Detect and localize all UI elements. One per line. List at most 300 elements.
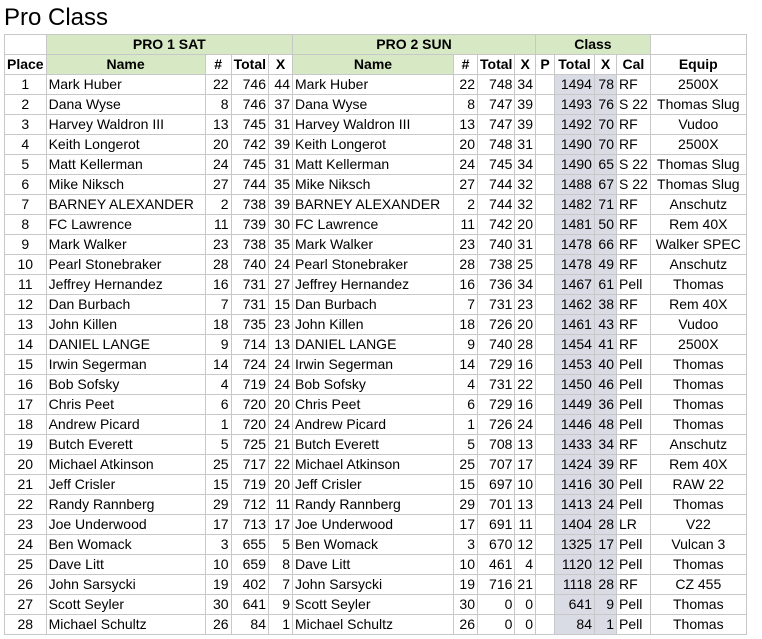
class-total-cell[interactable]: 1325 [554, 535, 594, 555]
pro2-total-cell[interactable]: 744 [478, 195, 515, 215]
p-cell[interactable] [535, 495, 554, 515]
corner-cell[interactable] [5, 35, 47, 55]
pro1-name-cell[interactable]: Irwin Segerman [46, 355, 205, 375]
cal-cell[interactable]: RF [616, 115, 650, 135]
pro2-name-cell[interactable]: FC Lawrence [293, 215, 454, 235]
place-cell[interactable]: 17 [5, 395, 47, 415]
pro1-number-cell[interactable]: 20 [205, 135, 231, 155]
pro1-name-cell[interactable]: Bob Sofsky [46, 375, 205, 395]
class-x-cell[interactable]: 40 [594, 355, 616, 375]
pro1-total-cell[interactable]: 738 [231, 195, 268, 215]
pro1-x-cell[interactable]: 20 [269, 395, 293, 415]
pro1-total-cell[interactable]: 740 [231, 255, 268, 275]
place-header[interactable]: Place [5, 55, 47, 75]
pro2-name-cell[interactable]: BARNEY ALEXANDER [293, 195, 454, 215]
pro1-total-cell[interactable]: 720 [231, 415, 268, 435]
class-x-cell[interactable]: 28 [594, 575, 616, 595]
pro2-total-cell[interactable]: 707 [478, 455, 515, 475]
p-cell[interactable] [535, 435, 554, 455]
place-cell[interactable]: 27 [5, 595, 47, 615]
pro1-x-cell[interactable]: 20 [269, 475, 293, 495]
pro2-name-cell[interactable]: DANIEL LANGE [293, 335, 454, 355]
class-total-cell[interactable]: 1404 [554, 515, 594, 535]
cal-cell[interactable]: RF [616, 295, 650, 315]
equip-cell[interactable]: Vudoo [650, 315, 746, 335]
class-x-cell[interactable]: 28 [594, 515, 616, 535]
place-cell[interactable]: 10 [5, 255, 47, 275]
cal-cell[interactable]: RF [616, 135, 650, 155]
equip-cell[interactable]: Walker SPEC [650, 235, 746, 255]
class-x-cell[interactable]: 46 [594, 375, 616, 395]
place-cell[interactable]: 19 [5, 435, 47, 455]
equip-cell[interactable]: Thomas [650, 555, 746, 575]
pro1-number-cell[interactable]: 4 [205, 375, 231, 395]
pro1-number-cell[interactable]: 1 [205, 415, 231, 435]
pro2-number-cell[interactable]: 19 [454, 575, 478, 595]
pro1-number-cell[interactable]: 2 [205, 195, 231, 215]
pro2-number-cell[interactable]: 4 [454, 375, 478, 395]
equip-cell[interactable]: Thomas [650, 495, 746, 515]
sheet-title[interactable]: Pro Class [4, 4, 109, 31]
pro1-name-cell[interactable]: Randy Rannberg [46, 495, 205, 515]
class-total-cell[interactable]: 1424 [554, 455, 594, 475]
pro2-name-cell[interactable]: Scott Seyler [293, 595, 454, 615]
pro1-number-cell[interactable]: 5 [205, 435, 231, 455]
cal-cell[interactable]: Pell [616, 535, 650, 555]
class-x-cell[interactable]: 50 [594, 215, 616, 235]
cal-cell[interactable]: Pell [616, 375, 650, 395]
pro1-number-cell[interactable]: 9 [205, 335, 231, 355]
pro1-total-cell[interactable]: 717 [231, 455, 268, 475]
place-cell[interactable]: 11 [5, 275, 47, 295]
class-x-cell[interactable]: 30 [594, 475, 616, 495]
p-cell[interactable] [535, 255, 554, 275]
p-cell[interactable] [535, 215, 554, 235]
pro1-number-cell[interactable]: 3 [205, 535, 231, 555]
pro1-name-cell[interactable]: Joe Underwood [46, 515, 205, 535]
pro2-x-cell[interactable]: 39 [515, 95, 536, 115]
pro2-total-cell[interactable]: 461 [478, 555, 515, 575]
pro1-total-cell[interactable]: 713 [231, 515, 268, 535]
class-x-cell[interactable]: 61 [594, 275, 616, 295]
class-total-cell[interactable]: 1461 [554, 315, 594, 335]
place-cell[interactable]: 15 [5, 355, 47, 375]
equip-cell[interactable]: Vulcan 3 [650, 535, 746, 555]
pro2-x-cell[interactable]: 13 [515, 495, 536, 515]
pro2-name-cell[interactable]: Butch Everett [293, 435, 454, 455]
pro1-total-cell[interactable]: 659 [231, 555, 268, 575]
cal-cell[interactable]: LR [616, 515, 650, 535]
pro1-total-header[interactable]: Total [231, 55, 268, 75]
pro2-number-cell[interactable]: 27 [454, 175, 478, 195]
pro2-number-cell[interactable]: 3 [454, 535, 478, 555]
p-cell[interactable] [535, 75, 554, 95]
pro2-name-cell[interactable]: Keith Longerot [293, 135, 454, 155]
p-cell[interactable] [535, 295, 554, 315]
class-total-cell[interactable]: 1453 [554, 355, 594, 375]
pro2-x-cell[interactable]: 16 [515, 355, 536, 375]
pro2-total-cell[interactable]: 708 [478, 435, 515, 455]
pro1-x-cell[interactable]: 17 [269, 515, 293, 535]
p-cell[interactable] [535, 275, 554, 295]
class-x-cell[interactable]: 78 [594, 75, 616, 95]
cal-header[interactable]: Cal [616, 55, 650, 75]
pro1-name-cell[interactable]: Chris Peet [46, 395, 205, 415]
pro1-name-header[interactable]: Name [46, 55, 205, 75]
pro1-x-cell[interactable]: 35 [269, 235, 293, 255]
pro1-name-cell[interactable]: Michael Schultz [46, 615, 205, 635]
class-x-cell[interactable]: 70 [594, 115, 616, 135]
pro2-total-cell[interactable]: 729 [478, 395, 515, 415]
class-x-cell[interactable]: 34 [594, 435, 616, 455]
p-cell[interactable] [535, 155, 554, 175]
class-x-cell[interactable]: 49 [594, 255, 616, 275]
pro2-number-cell[interactable]: 8 [454, 95, 478, 115]
pro2-total-cell[interactable]: 745 [478, 155, 515, 175]
pro2-total-cell[interactable]: 736 [478, 275, 515, 295]
place-cell[interactable]: 3 [5, 115, 47, 135]
pro2-x-cell[interactable]: 31 [515, 235, 536, 255]
class-x-cell[interactable]: 9 [594, 595, 616, 615]
pro2-name-header[interactable]: Name [293, 55, 454, 75]
p-cell[interactable] [535, 335, 554, 355]
class-total-cell[interactable]: 1493 [554, 95, 594, 115]
pro1-number-cell[interactable]: 25 [205, 455, 231, 475]
place-cell[interactable]: 18 [5, 415, 47, 435]
equip-cell[interactable]: 2500X [650, 335, 746, 355]
pro2-x-cell[interactable]: 20 [515, 215, 536, 235]
pro1-number-cell[interactable]: 14 [205, 355, 231, 375]
class-total-cell[interactable]: 1446 [554, 415, 594, 435]
pro1-total-cell[interactable]: 731 [231, 275, 268, 295]
p-cell[interactable] [535, 235, 554, 255]
equip-cell[interactable]: Thomas Slug [650, 155, 746, 175]
pro2-group-header[interactable]: PRO 2 SUN [293, 35, 536, 55]
pro2-x-cell[interactable]: 0 [515, 615, 536, 635]
pro1-x-cell[interactable]: 31 [269, 115, 293, 135]
pro2-name-cell[interactable]: Ben Womack [293, 535, 454, 555]
pro1-x-cell[interactable]: 11 [269, 495, 293, 515]
pro1-x-cell[interactable]: 24 [269, 355, 293, 375]
pro2-total-cell[interactable]: 716 [478, 575, 515, 595]
class-total-cell[interactable]: 1482 [554, 195, 594, 215]
pro2-x-cell[interactable]: 25 [515, 255, 536, 275]
p-cell[interactable] [535, 395, 554, 415]
pro2-number-cell[interactable]: 11 [454, 215, 478, 235]
equip-cell[interactable]: Thomas Slug [650, 95, 746, 115]
pro2-total-cell[interactable]: 729 [478, 355, 515, 375]
p-cell[interactable] [535, 455, 554, 475]
equip-cell[interactable]: Thomas [650, 595, 746, 615]
pro2-x-cell[interactable]: 32 [515, 195, 536, 215]
pro2-name-cell[interactable]: Matt Kellerman [293, 155, 454, 175]
cal-cell[interactable]: RF [616, 255, 650, 275]
equip-cell[interactable]: Thomas [650, 375, 746, 395]
pro1-name-cell[interactable]: BARNEY ALEXANDER [46, 195, 205, 215]
pro2-number-cell[interactable]: 10 [454, 555, 478, 575]
pro2-number-cell[interactable]: 28 [454, 255, 478, 275]
pro2-total-header[interactable]: Total [478, 55, 515, 75]
place-cell[interactable]: 28 [5, 615, 47, 635]
class-total-cell[interactable]: 1490 [554, 135, 594, 155]
pro2-x-cell[interactable]: 21 [515, 575, 536, 595]
class-total-cell[interactable]: 1433 [554, 435, 594, 455]
equip-cell[interactable]: Thomas [650, 275, 746, 295]
place-cell[interactable]: 26 [5, 575, 47, 595]
equip-cell[interactable]: RAW 22 [650, 475, 746, 495]
pro1-total-cell[interactable]: 745 [231, 115, 268, 135]
pro2-name-cell[interactable]: Dan Burbach [293, 295, 454, 315]
class-x-cell[interactable]: 41 [594, 335, 616, 355]
pro2-name-cell[interactable]: Randy Rannberg [293, 495, 454, 515]
p-cell[interactable] [535, 95, 554, 115]
equip-cell[interactable]: Anschutz [650, 255, 746, 275]
pro2-name-cell[interactable]: Mark Walker [293, 235, 454, 255]
pro2-number-cell[interactable]: 20 [454, 135, 478, 155]
pro2-total-cell[interactable]: 742 [478, 215, 515, 235]
class-x-cell[interactable]: 38 [594, 295, 616, 315]
class-total-cell[interactable]: 1478 [554, 235, 594, 255]
equip-cell[interactable]: Thomas [650, 415, 746, 435]
pro2-name-cell[interactable]: Jeff Crisler [293, 475, 454, 495]
class-x-cell[interactable]: 71 [594, 195, 616, 215]
pro2-number-cell[interactable]: 22 [454, 75, 478, 95]
pro2-total-cell[interactable]: 726 [478, 315, 515, 335]
pro2-total-cell[interactable]: 738 [478, 255, 515, 275]
pro2-x-cell[interactable]: 16 [515, 395, 536, 415]
pro2-number-cell[interactable]: 5 [454, 435, 478, 455]
cal-cell[interactable]: RF [616, 455, 650, 475]
pro2-x-cell[interactable]: 20 [515, 315, 536, 335]
pro1-number-cell[interactable]: 15 [205, 475, 231, 495]
pro1-number-cell[interactable]: 27 [205, 175, 231, 195]
pro2-x-cell[interactable]: 17 [515, 455, 536, 475]
pro2-total-cell[interactable]: 748 [478, 135, 515, 155]
pro1-number-cell[interactable]: 10 [205, 555, 231, 575]
pro2-name-cell[interactable]: Andrew Picard [293, 415, 454, 435]
pro2-number-cell[interactable]: 9 [454, 335, 478, 355]
pro1-total-cell[interactable]: 746 [231, 75, 268, 95]
p-cell[interactable] [535, 515, 554, 535]
cal-cell[interactable]: RF [616, 235, 650, 255]
pro2-x-cell[interactable]: 28 [515, 335, 536, 355]
place-cell[interactable]: 5 [5, 155, 47, 175]
pro2-number-cell[interactable]: 16 [454, 275, 478, 295]
pro2-number-cell[interactable]: 13 [454, 115, 478, 135]
pro1-number-cell[interactable]: 18 [205, 315, 231, 335]
pro1-x-cell[interactable]: 37 [269, 95, 293, 115]
pro2-x-cell[interactable]: 0 [515, 595, 536, 615]
pro1-x-header[interactable]: X [269, 55, 293, 75]
equip-cell[interactable]: Thomas Slug [650, 175, 746, 195]
pro1-name-cell[interactable]: Matt Kellerman [46, 155, 205, 175]
place-cell[interactable]: 9 [5, 235, 47, 255]
pro1-x-cell[interactable]: 30 [269, 215, 293, 235]
p-cell[interactable] [535, 375, 554, 395]
pro1-number-cell[interactable]: 30 [205, 595, 231, 615]
pro2-number-cell[interactable]: 17 [454, 515, 478, 535]
pro2-total-cell[interactable]: 747 [478, 115, 515, 135]
pro2-number-cell[interactable]: 2 [454, 195, 478, 215]
pro2-number-cell[interactable]: 23 [454, 235, 478, 255]
class-x-cell[interactable]: 70 [594, 135, 616, 155]
pro2-name-cell[interactable]: Jeffrey Hernandez [293, 275, 454, 295]
pro1-x-cell[interactable]: 9 [269, 595, 293, 615]
pro2-x-cell[interactable]: 12 [515, 535, 536, 555]
pro2-number-cell[interactable]: 1 [454, 415, 478, 435]
p-cell[interactable] [535, 175, 554, 195]
pro1-total-cell[interactable]: 712 [231, 495, 268, 515]
pro2-total-cell[interactable]: 731 [478, 375, 515, 395]
pro2-name-cell[interactable]: Mike Niksch [293, 175, 454, 195]
pro1-name-cell[interactable]: Mark Walker [46, 235, 205, 255]
pro1-total-cell[interactable]: 746 [231, 95, 268, 115]
pro2-total-cell[interactable]: 701 [478, 495, 515, 515]
pro1-x-cell[interactable]: 24 [269, 415, 293, 435]
pro1-number-cell[interactable]: 19 [205, 575, 231, 595]
pro1-name-cell[interactable]: Andrew Picard [46, 415, 205, 435]
pro1-number-cell[interactable]: 8 [205, 95, 231, 115]
pro2-name-cell[interactable]: Dana Wyse [293, 95, 454, 115]
pro1-x-cell[interactable]: 44 [269, 75, 293, 95]
pro1-total-cell[interactable]: 738 [231, 235, 268, 255]
pro1-x-cell[interactable]: 31 [269, 155, 293, 175]
p-cell[interactable] [535, 195, 554, 215]
pro2-number-header[interactable]: # [454, 55, 478, 75]
class-x-cell[interactable]: 36 [594, 395, 616, 415]
pro2-number-cell[interactable]: 15 [454, 475, 478, 495]
pro1-number-cell[interactable]: 16 [205, 275, 231, 295]
pro2-name-cell[interactable]: Harvey Waldron III [293, 115, 454, 135]
pro2-name-cell[interactable]: Irwin Segerman [293, 355, 454, 375]
pro1-name-cell[interactable]: Jeff Crisler [46, 475, 205, 495]
cal-cell[interactable]: RF [616, 315, 650, 335]
class-total-cell[interactable]: 1462 [554, 295, 594, 315]
place-cell[interactable]: 4 [5, 135, 47, 155]
pro2-number-cell[interactable]: 6 [454, 395, 478, 415]
equip-cell[interactable]: Rem 40X [650, 295, 746, 315]
pro2-name-cell[interactable]: Dave Litt [293, 555, 454, 575]
equip-cell[interactable]: Thomas [650, 395, 746, 415]
equip-cell[interactable]: Anschutz [650, 195, 746, 215]
pro1-x-cell[interactable]: 7 [269, 575, 293, 595]
pro1-total-cell[interactable]: 720 [231, 395, 268, 415]
pro1-name-cell[interactable]: Dana Wyse [46, 95, 205, 115]
pro1-number-cell[interactable]: 26 [205, 615, 231, 635]
pro2-x-cell[interactable]: 23 [515, 295, 536, 315]
pro1-name-cell[interactable]: Scott Seyler [46, 595, 205, 615]
p-cell[interactable] [535, 415, 554, 435]
pro1-x-cell[interactable]: 15 [269, 295, 293, 315]
pro2-number-cell[interactable]: 7 [454, 295, 478, 315]
cal-cell[interactable]: RF [616, 215, 650, 235]
pro2-x-cell[interactable]: 34 [515, 155, 536, 175]
pro2-name-cell[interactable]: Pearl Stonebraker [293, 255, 454, 275]
class-total-cell[interactable]: 1488 [554, 175, 594, 195]
pro2-x-cell[interactable]: 10 [515, 475, 536, 495]
pro1-name-cell[interactable]: Ben Womack [46, 535, 205, 555]
pro2-name-cell[interactable]: Chris Peet [293, 395, 454, 415]
pro1-number-cell[interactable]: 13 [205, 115, 231, 135]
cal-cell[interactable]: RF [616, 335, 650, 355]
pro1-name-cell[interactable]: Butch Everett [46, 435, 205, 455]
pro1-name-cell[interactable]: Pearl Stonebraker [46, 255, 205, 275]
pro1-total-cell[interactable]: 725 [231, 435, 268, 455]
pro1-name-cell[interactable]: Dave Litt [46, 555, 205, 575]
pro1-total-cell[interactable]: 724 [231, 355, 268, 375]
pro2-total-cell[interactable]: 731 [478, 295, 515, 315]
class-total-cell[interactable]: 1118 [554, 575, 594, 595]
pro1-x-cell[interactable]: 24 [269, 255, 293, 275]
p-cell[interactable] [535, 135, 554, 155]
pro2-total-cell[interactable]: 740 [478, 335, 515, 355]
pro1-total-cell[interactable]: 714 [231, 335, 268, 355]
place-cell[interactable]: 8 [5, 215, 47, 235]
pro2-name-cell[interactable]: John Killen [293, 315, 454, 335]
class-x-cell[interactable]: 65 [594, 155, 616, 175]
pro1-number-cell[interactable]: 23 [205, 235, 231, 255]
pro2-number-cell[interactable]: 14 [454, 355, 478, 375]
pro1-x-cell[interactable]: 39 [269, 135, 293, 155]
pro1-total-cell[interactable]: 745 [231, 155, 268, 175]
class-total-cell[interactable]: 1454 [554, 335, 594, 355]
class-x-cell[interactable]: 67 [594, 175, 616, 195]
pro1-name-cell[interactable]: John Sarsycki [46, 575, 205, 595]
place-cell[interactable]: 23 [5, 515, 47, 535]
pro2-name-cell[interactable]: Bob Sofsky [293, 375, 454, 395]
place-cell[interactable]: 7 [5, 195, 47, 215]
pro2-x-cell[interactable]: 11 [515, 515, 536, 535]
pro1-number-header[interactable]: # [205, 55, 231, 75]
pro2-total-cell[interactable]: 0 [478, 615, 515, 635]
p-cell[interactable] [535, 535, 554, 555]
class-x-cell[interactable]: 39 [594, 455, 616, 475]
pro2-name-cell[interactable]: Michael Atkinson [293, 455, 454, 475]
class-total-cell[interactable]: 1449 [554, 395, 594, 415]
equip-cell[interactable]: 2500X [650, 135, 746, 155]
pro1-group-header[interactable]: PRO 1 SAT [46, 35, 292, 55]
pro1-name-cell[interactable]: Mike Niksch [46, 175, 205, 195]
pro2-total-cell[interactable]: 740 [478, 235, 515, 255]
cal-cell[interactable]: Pell [616, 275, 650, 295]
pro1-total-cell[interactable]: 742 [231, 135, 268, 155]
pro1-x-cell[interactable]: 8 [269, 555, 293, 575]
pro1-name-cell[interactable]: Keith Longerot [46, 135, 205, 155]
class-total-cell[interactable]: 1481 [554, 215, 594, 235]
place-cell[interactable]: 20 [5, 455, 47, 475]
equip-cell[interactable]: Thomas [650, 355, 746, 375]
pro2-x-cell[interactable]: 34 [515, 75, 536, 95]
pro2-number-cell[interactable]: 18 [454, 315, 478, 335]
pro2-total-cell[interactable]: 697 [478, 475, 515, 495]
pro2-x-cell[interactable]: 4 [515, 555, 536, 575]
pro1-x-cell[interactable]: 13 [269, 335, 293, 355]
p-header[interactable]: P [535, 55, 554, 75]
class-group-header[interactable]: Class [535, 35, 650, 55]
pro1-x-cell[interactable]: 24 [269, 375, 293, 395]
pro2-x-cell[interactable]: 24 [515, 415, 536, 435]
equip-cell[interactable]: V22 [650, 515, 746, 535]
cal-cell[interactable]: RF [616, 75, 650, 95]
cal-cell[interactable]: Pell [616, 395, 650, 415]
pro2-total-cell[interactable]: 0 [478, 595, 515, 615]
cal-cell[interactable]: S 22 [616, 95, 650, 115]
p-cell[interactable] [535, 555, 554, 575]
place-cell[interactable]: 21 [5, 475, 47, 495]
pro1-name-cell[interactable]: Harvey Waldron III [46, 115, 205, 135]
cal-cell[interactable]: Pell [616, 495, 650, 515]
pro2-name-cell[interactable]: Michael Schultz [293, 615, 454, 635]
